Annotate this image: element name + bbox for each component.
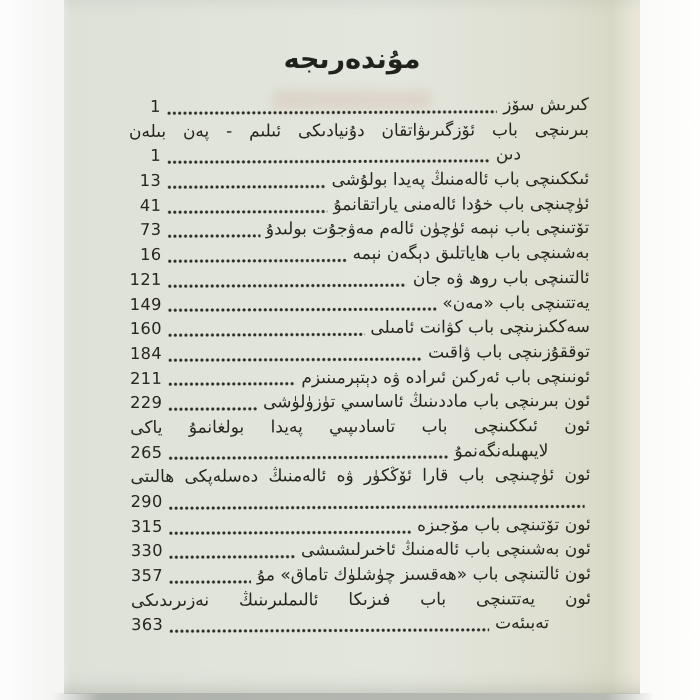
dot-leader (168, 258, 347, 264)
table-edge-strip (52, 693, 654, 700)
toc-row (130, 391, 590, 418)
toc-item-text: ئۈچىنچى باب خۇدا ئالەمنى ياراتقانمۇ (333, 193, 590, 215)
toc-row (129, 144, 589, 171)
toc-item-text: لايىھىلەنگەنمۇ (454, 440, 549, 462)
toc-item-text: ئونىنچى باب ئەركىن ئىرادە ۋە دېتېرمىنىزم (301, 366, 591, 388)
toc-row (129, 194, 589, 221)
toc-row (129, 169, 589, 196)
toc-list (129, 95, 591, 640)
toc-item-text: ئالتىنچى باب روھ ۋە جان (412, 267, 590, 289)
dot-leader (169, 555, 295, 561)
toc-item-text: دىن (495, 144, 522, 165)
toc-item-text: ئون ئالتىنچى باب «ھەقسىز چۈشلۈك تاماق» مۇ (256, 564, 591, 586)
toc-row (129, 95, 589, 122)
page-number: 73 (139, 220, 162, 240)
toc-item-text: بىرىنچى باب ئۆزگىرىۋاتقان دۇنيادىكى ئىلىم - پەن بىلەن (128, 119, 590, 142)
dot-leader (169, 504, 585, 511)
toc-row (130, 441, 590, 468)
book-page (64, 0, 640, 694)
dot-leader (167, 109, 497, 115)
toc-item-text: ئون ئىككىنچى باب تاسادىپىي پەيدا بولغانمۇ ياكى (130, 415, 591, 438)
dot-leader (167, 209, 327, 215)
toc-row (129, 243, 589, 270)
toc-item-text: ئىككىنچى باب ئالەمنىڭ پەيدا بولۇشى (331, 169, 590, 191)
dot-leader (168, 407, 257, 412)
toc-item-text: ئون بىرىنچى باب ماددىنىڭ ئاساسىي تۈزۈلۈشى (262, 391, 591, 413)
page-number: 149 (129, 294, 162, 314)
toc-row (131, 589, 591, 616)
dot-leader (167, 184, 325, 190)
toc-row (130, 342, 590, 369)
toc-item-text: ئون تۆتىنچى باب مۆجىزە (417, 514, 591, 536)
toc-row (130, 367, 590, 394)
toc-item-text: ئون يەتتىنچى باب فىزىكا ئالىملىرىنىڭ نەزىرىدىكى (130, 588, 592, 611)
toc-row (129, 120, 589, 147)
dot-leader (168, 356, 422, 362)
toc-item-text: ئون ئۈچىنچى باب قارا ئۆڭكۈر ۋە ئالەمنىڭ دەسلەپكى ھالىتى (130, 465, 591, 488)
toc-item-text: تەبىئەت (495, 613, 550, 634)
toc-item-text: يەتتىنچى باب «مەن» (442, 292, 590, 314)
page-number: 290 (130, 491, 163, 512)
page-number: 160 (129, 319, 162, 339)
toc-item-text: سەككىزىنچى باب كۋانت ئامىلى (370, 317, 590, 339)
dot-leader (169, 628, 489, 634)
toc-row (131, 515, 591, 542)
toc-row (130, 317, 590, 344)
toc-row (131, 539, 591, 566)
toc-item-text: تۆتىنچى باب نېمە ئۈچۈن ئالەم مەۋجۇت بولىدۇ (265, 218, 590, 240)
page-number: 265 (130, 442, 163, 462)
page-number: 363 (131, 615, 164, 635)
page-number: 184 (129, 343, 163, 363)
dot-leader (167, 159, 490, 165)
toc-row (130, 465, 590, 492)
toc-item-text: كىرىش سۆز (503, 94, 589, 116)
toc-row (131, 613, 591, 640)
dot-leader (167, 234, 260, 239)
page-number: 41 (139, 195, 162, 215)
page-number: 1 (150, 146, 162, 166)
page-number: 357 (130, 565, 164, 586)
dot-leader (168, 455, 448, 461)
toc-row (130, 416, 590, 443)
toc-item-text: توققۇزىنچى باب ۋاقىت (428, 341, 590, 363)
toc-row (130, 292, 590, 319)
page-number: 330 (130, 541, 163, 561)
page-number: 16 (140, 244, 162, 265)
toc-row (129, 218, 589, 245)
dot-leader (168, 332, 364, 338)
dot-leader (169, 579, 251, 584)
dot-leader (168, 282, 407, 288)
toc-row (131, 564, 591, 591)
page-number: 315 (130, 516, 163, 536)
page-number: 13 (139, 170, 162, 191)
dot-leader (168, 307, 437, 313)
toc-row (130, 268, 590, 295)
dot-leader (168, 382, 295, 388)
toc-item-text: ئون بەشىنچى باب ئالەمنىڭ ئاخىرلىشىشى (300, 539, 591, 561)
page-number: 211 (130, 368, 163, 388)
dot-leader (169, 529, 411, 535)
page-number: 121 (129, 269, 162, 289)
page-number: 229 (130, 393, 163, 413)
toc-row (131, 490, 591, 517)
toc-item-text: بەشىنچى باب ھاياتلىق دېگەن نېمە (352, 243, 590, 265)
page-title: مۇندەرىجە (283, 44, 421, 75)
page-number: 1 (150, 96, 161, 116)
